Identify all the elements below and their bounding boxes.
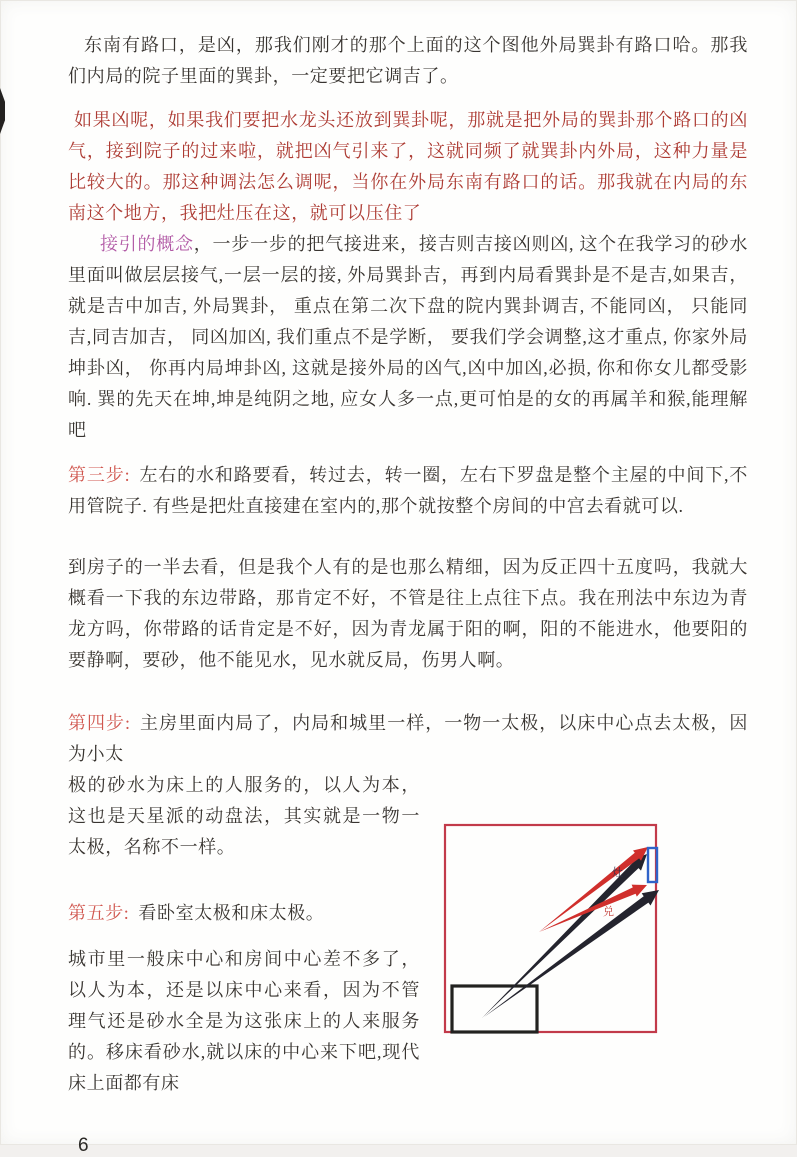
step3-body: 左右的水和路要看，转过去，转一圈，左右下罗盘是整个主屋的中间下,不用管院子. 有些是把灶直接建在室内的,那个就按整个房间的中宫去看就可以. xyxy=(68,465,749,516)
paragraph-jieyin-concept xyxy=(68,229,748,446)
paragraph-step5 xyxy=(68,898,420,929)
page-number: 6 xyxy=(78,1135,89,1156)
step5-body: 看卧室太极和床太极。 xyxy=(138,903,325,923)
paragraph-step4-continued: 极的砂水为床上的人服务的，以人为本，这也是天星派的动盘法，其实就是一物一太极，名称不一样。 xyxy=(68,775,420,857)
black-arrow-lower xyxy=(484,890,659,1017)
step5-label: 第五步: xyxy=(68,903,130,923)
step4-label: 第四步: xyxy=(68,713,131,733)
step4-body-first-line: 主房里面内局了，内局和城里一样，一物一太极，以床中心点去太极，因为小太 xyxy=(68,713,748,764)
paragraph-red-remedy: 如果凶呢，如果我们要把水龙头还放到巽卦呢，那就是把外局的巽卦那个路口的凶气，接到院子的过来啦，就把凶气引来了，这就同频了就巽卦内外局，这种力量是比较大的。那这种调法怎么调呢，当你在外局东南有路口的话。那我就在内局的东南这个地方，我把灶压在这，就可以压住了 xyxy=(68,110,748,223)
bedroom-diagram-svg xyxy=(440,820,662,1038)
jieyin-concept-body: ，一步一步的把气接进来，接吉则吉接凶则凶, 这个在我学习的砂水里面叫做层层接气,一层一层的接, 外局巽卦吉，再到内局看巽卦是不是吉,如果吉， 就是吉中加吉, 外局巽卦， 重点在第二次下盘的院内巽卦调吉, 不能同凶， 只能同吉,同吉加吉， 同凶加凶, 我们重点不是学断， 要我们学会调整,这才重点, 你家外局坤卦凶， 你再内局坤卦凶, 这就是接外局的凶气,凶中加凶,必损, 你和你女儿都受影响. 巽的先天在坤,坤是纯阴之地, 应女人多一点,更可怕是的女的再属羊和猴,能理解吧 xyxy=(68,234,748,440)
left-text-column xyxy=(68,770,420,1099)
bed-rectangle xyxy=(452,986,537,1032)
jieyin-concept-label: 接引的概念 xyxy=(100,234,194,254)
step3-label: 第三步: xyxy=(68,465,131,485)
diagram-label-upper: 灶 xyxy=(612,867,623,879)
diagram-label-lower: 兑 xyxy=(603,906,614,918)
text-and-figure-row xyxy=(68,770,748,1099)
paragraph-half-house: 到房子的一半去看，但是我个人有的是也那么精细，因为反正四十五度吗，我就大概看一下我的东边带路，那肯定不好，不管是往上点往下点。我在刑法中东边为青龙方吗，你带路的话肯定是不好，因为青龙属于阳的啊，阳的不能进水，他要阳的要静啊，要砂，他不能见水，见水就反局，伤男人啊。 xyxy=(68,557,748,670)
paragraph-city-bed-center: 城市里一般床中心和房间中心差不多了，以人为本，还是以床中心来看，因为不管理气还是砂水全是为这张床上的人来服务的。移床看砂水,就以床的中心来下吧,现代床上面都有床 xyxy=(68,949,420,1093)
bedroom-taiji-diagram xyxy=(440,820,662,1038)
paragraph-southeast-road: 东南有路口，是凶，那我们刚才的那个上面的这个图他外局巽卦有路口哈。那我们内局的院子里面的巽卦，一定要把它调吉了。 xyxy=(68,35,748,86)
paragraph-step4-first-line xyxy=(68,708,748,770)
scan-artifact-left-edge xyxy=(0,88,5,134)
paragraph-step3 xyxy=(68,460,748,522)
